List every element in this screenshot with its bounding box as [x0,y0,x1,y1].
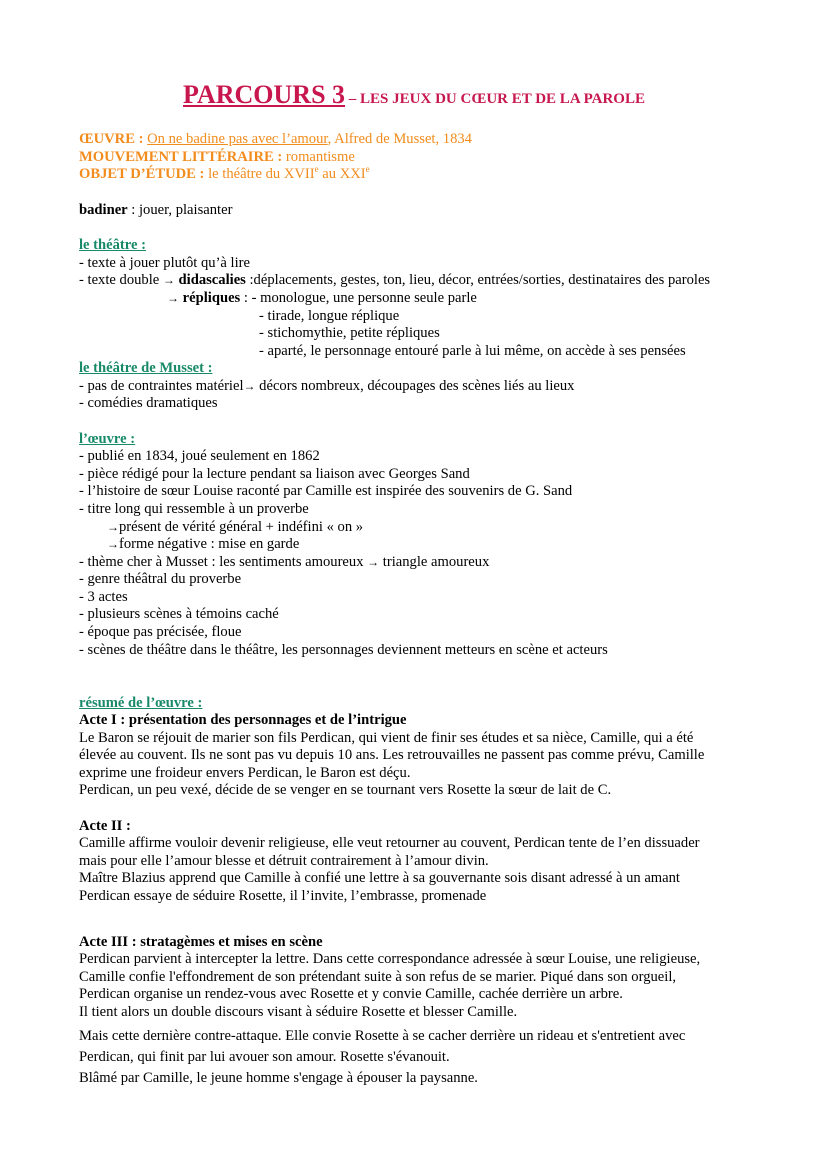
texte-double: - texte double [79,272,163,288]
arrow-icon: → [167,291,179,305]
acte3-line: Perdican, qui finit par lui avouer son amour. Rosette s'évanouit. [79,1049,450,1065]
badiner-definition [79,201,232,219]
oeuvre-item: - pièce rédigé pour la lecture pendant sa liaison avec Georges Sand [79,466,470,482]
oeuvre-item: - scènes de théâtre dans le théâtre, les personnages deviennent metteurs en scène et acteurs [79,642,608,658]
mouvement-line [79,148,355,166]
title-main: PARCOURS 3 [183,80,346,109]
oeuvre-item: - l’histoire de sœur Louise raconté par Camille est inspirée des souvenirs de G. Sand [79,483,573,499]
objet-line [79,165,370,183]
didascalies-def: :déplacements, gestes, ton, lieu, décor, entrées/sorties, destinataires des paroles [245,272,711,288]
theme-pre: - thème cher à Musset : les sentiments amoureux [79,554,368,570]
repliques-term: répliques [182,290,241,306]
theatre-heading: le théâtre : [79,237,146,253]
acte3-line: Blâmé par Camille, le jeune homme s'engage à épouser la paysanne. [79,1070,478,1086]
oeuvre-item: - plusieurs scènes à témoins caché [79,606,279,622]
objet-label: OBJET D’ÉTUDE : [79,166,209,182]
acte3-line: Camille confie l'effondrement de son prétendant suite à son refus de se marier. Piqué dans son orgueil, [79,969,677,985]
objet-value-2: au XXI [318,166,366,182]
oeuvre-theme [79,553,489,571]
oeuvre-subitem-1 [107,518,363,536]
oeuvre-heading: l’œuvre : [79,431,136,447]
theatre-line-1: - texte à jouer plutôt qu’à lire [79,255,251,271]
oeuvre-item: - époque pas précisée, floue [79,624,242,640]
oeuvre-label: ŒUVRE : [79,131,148,147]
acte1-line: Perdican, un peu vexé, décide de se venger en se tournant vers Rosette la sœur de lait de C. [79,782,612,798]
acte1-line: exprime une froideur envers Perdican, le Baron est déçu. [79,765,411,781]
repliques-item-2: - tirade, longue réplique [259,308,400,324]
oeuvre-item: - publié en 1834, joué seulement en 1862 [79,448,320,464]
musset-line-1-pre: - pas de contraintes matériel [79,378,244,394]
subitem-text: présent de vérité général + indéfini « on » [119,519,364,535]
theme-post: triangle amoureux [379,554,490,570]
arrow-icon: → [367,555,380,569]
acte2-line: Camille affirme vouloir devenir religieuse, elle veut retourner au couvent, Perdican tente de l’en dissuader [79,835,700,851]
acte3-line: Mais cette dernière contre-attaque. Elle convie Rosette à se cacher derrière un rideau et s'entretient avec [79,1028,686,1044]
oeuvre-subitem-2 [107,535,299,553]
repliques-item-3: - stichomythie, petite répliques [259,325,440,341]
mouvement-label: MOUVEMENT LITTÉRAIRE : [79,149,286,165]
badiner-def: : jouer, plaisanter [127,202,233,218]
oeuvre-item: - genre théâtral du proverbe [79,571,242,587]
title-sub: – LES JEUX DU CŒUR ET DE LA PAROLE [345,91,645,107]
badiner-term: badiner [79,202,128,218]
acte3-line: Perdican organise un rendez-vous avec Rosette et y convie Camille, cachée derrière un arbre. [79,986,623,1002]
objet-sup-1: e [314,164,319,175]
arrow-icon: → [243,379,256,393]
acte2-line: Maître Blazius apprend que Camille à confié une lettre à sa gouvernante sois disant adressé à un amant [79,870,680,886]
oeuvre-item: - 3 actes [79,589,128,605]
repliques-line [167,289,477,307]
resume-heading: résumé de l’œuvre : [79,695,203,711]
acte2-line: Perdican essaye de séduire Rosette, il l’invite, l’embrasse, promenade [79,888,487,904]
arrow-icon: → [162,273,175,287]
oeuvre-title: On ne badine pas avec l’amour [147,131,328,147]
musset-line-1 [79,377,574,395]
acte2-title: Acte II : [79,818,131,834]
musset-line-1-post: décors nombreux, découpages des scènes liés au lieux [255,378,575,394]
arrow-icon: → [107,520,119,534]
acte1-line: élevée au couvent. Ils ne sont pas vu depuis 10 ans. Les retrouvailles ne passent pas comme prévu, Camille [79,747,705,763]
theatre-line-2 [79,271,710,289]
acte1-title: Acte I : présentation des personnages et de l’intrigue [79,712,407,728]
subitem-text: forme négative : mise en garde [119,536,300,552]
mouvement-value: romantisme [285,149,355,165]
objet-sup-2: e [365,164,370,175]
oeuvre-rest: , Alfred de Musset, 1834 [327,131,472,147]
objet-value-1: le théâtre du XVII [208,166,315,182]
oeuvre-line [79,130,472,148]
repliques-item-1: : - monologue, une personne seule parle [240,290,477,306]
acte3-line: Il tient alors un double discours visant à séduire Rosette et blesser Camille. [79,1004,518,1020]
repliques-item-4: - aparté, le personnage entouré parle à lui même, on accède à ses pensées [259,343,686,359]
didascalies-term: didascalies [178,272,246,288]
oeuvre-item: - titre long qui ressemble à un proverbe [79,501,309,517]
arrow-icon: → [107,537,119,551]
musset-line-2: - comédies dramatiques [79,395,218,411]
acte1-line: Le Baron se réjouit de marier son fils Perdican, qui vient de finir ses études et sa nièce, Camille, qui a été [79,730,694,746]
acte3-title: Acte III : stratagèmes et mises en scène [79,934,323,950]
musset-heading: le théâtre de Musset : [79,360,213,376]
acte2-line: mais pour elle l’amour blesse et détruit contrairement à l’amour divin. [79,853,489,869]
acte3-line: Perdican parvient à intercepter la lettre. Dans cette correspondance adressée à sœur Louise, une religieuse, [79,951,701,967]
page-title [0,80,828,110]
